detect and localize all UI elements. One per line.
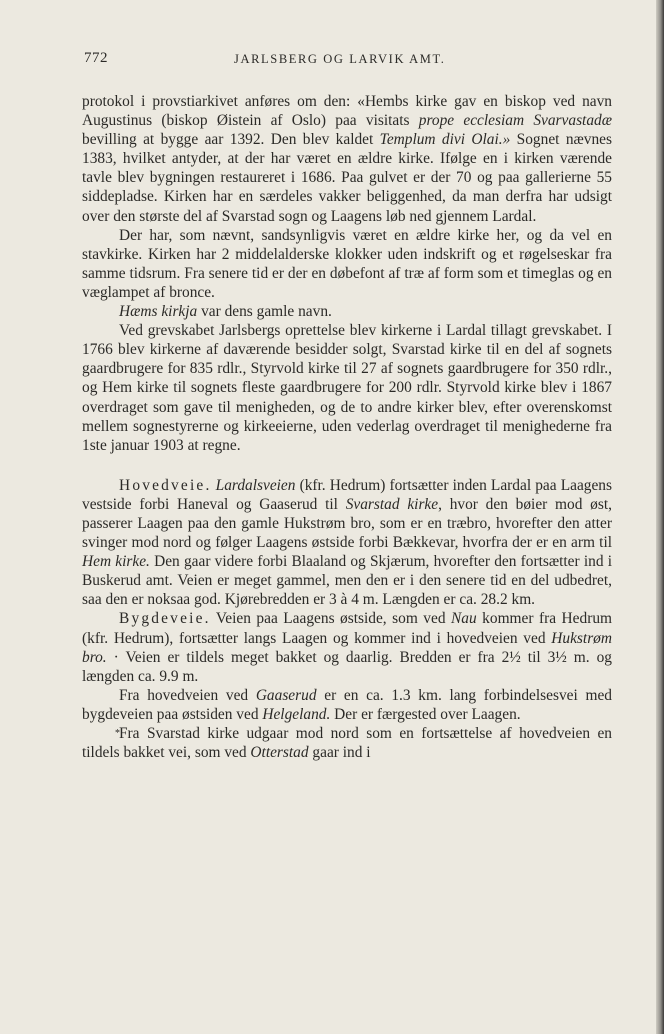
paragraph-2: Der har, som nævnt, sandsynligvis været en ældre kirke her, og da vel en stavkirke. Kirken har 2 middelalderske klokker uden indskrift og et røgelseskar fra samme tidsrum. Fra senere tid er der en døbefont af træ af form som et timeglas og en væglampet af bronce. (82, 226, 612, 301)
italic-text: prope ecclesiam Svarvastadæ (418, 112, 612, 130)
text: var dens gamle navn. (197, 303, 332, 321)
text: Den gaar videre forbi Blaaland og Skjærum, hvorefter den fortsætter ind i Buskerud amt. Veien er meget gammel, men den er i den senere tid en del udbedret, saa den er noksaa god. Kjørebredden er 3 à 4 m. Længden er ca. 28.2 km. (82, 553, 613, 609)
italic-text: Gaaserud (255, 686, 317, 704)
italic-text: Templum divi Olai.» (379, 131, 511, 149)
italic-text: Hæms kirkja (119, 303, 198, 321)
text: Veien paa Laagens østside, som ved (210, 610, 452, 628)
text: , hvor den bøier mod øst, passerer Laagen paa den gamle Hukstrøm bro, som er en træbro, hvorefter den atter svinger mod nord og følger Laagens østside forbi Bækkevar, hvorfra der er en arm til (82, 495, 612, 552)
text: Fra Svarstad kirke udgaar mod nord som en fortsættelse af hovedveien en tildels bakket vei, som ved (82, 725, 612, 762)
italic-text: Helgeland. (262, 705, 331, 723)
paragraph-8 (82, 724, 612, 762)
paragraph-bygdeveie (82, 609, 612, 685)
margin-mark: * (115, 728, 120, 739)
page-header (84, 50, 614, 70)
spaced-heading: Bygdeveie. (119, 610, 211, 628)
text: Fra hovedveien ved (119, 686, 256, 704)
body-text (82, 92, 612, 762)
running-title: JARLSBERG OG LARVIK AMT. (234, 52, 446, 66)
italic-text: Svarstad kirke (345, 495, 439, 513)
text: gaar ind i (308, 744, 371, 762)
page-edge-shadow (656, 0, 664, 1034)
italic-text: Hem kirke. (82, 553, 150, 571)
text: · Veien er tildels meget bakket og daarlig. Bredden er fra 2½ til 3½ m. og længden ca. 9.9 m. (82, 648, 612, 685)
paragraph-7 (82, 686, 612, 724)
spaced-heading: Hovedveie. (119, 476, 212, 494)
text: Sognet nævnes 1383, hvilket antyder, at der har været en ældre kirke. Ifølge en i kirken værende tavle blev bygningen restaureret i 1686. Paa gulvet er der 70 og paa gallerierne 55 siddepladse. Kirken har en særdeles vakker beliggenhed, da man derfra har udsigt over den største del af Svarstad sogn og Laagens løb ned gjennem Lardal. (82, 131, 612, 225)
text: (kfr. Hedrum) fortsætter inden Lardal paa Laagens vestside forbi Haneval og Gaaserud til (82, 476, 612, 513)
text: bevilling at bygge aar 1392. Den blev kaldet (82, 131, 380, 149)
paragraph-3 (82, 302, 612, 321)
page-number: 772 (84, 50, 108, 66)
italic-text: Nau (451, 610, 477, 628)
paragraph-hovedveie (82, 476, 612, 610)
text: er en ca. 1.3 km. lang forbindelsesvei med bygdeveien paa østsiden ved (82, 686, 612, 723)
italic-text: Hukstrøm bro. (82, 629, 612, 666)
italic-text: Lardalsveien (215, 476, 296, 494)
paragraph-1 (82, 92, 612, 226)
italic-text: Otterstad (250, 744, 309, 762)
text: Der er færgested over Laagen. (330, 705, 521, 723)
text: protokol i provstiarkivet anføres om den: «Hembs kirke gav en biskop ved navn Augustinus (biskop Øistein af Oslo) paa visitats (82, 93, 612, 130)
text: kommer fra Hedrum (kfr. Hedrum), fortsætter langs Laagen og kommer ind i hovedveien ved (82, 610, 612, 647)
paragraph-4: Ved grevskabet Jarlsbergs oprettelse blev kirkerne i Lardal tillagt grevskabet. I 1766 blev kirkerne af daværende besidder solgt, Svarstad kirke til en del af sognets gaardbrugere for 835 rdlr., Styrvold kirke til 27 af sognets gaardbrugere for 350 rdlr., og Hem kirke til sognets fleste gaardbrugere for 200 rdlr. Styrvold kirke blev i 1867 overdraget som gave til menigheden, og de to andre kirker blev, efter overenskomst mellem sognestyrerne og kirkeeierne, uden vederlag overdraget til menighederne fra 1ste januar 1903 at regne. (82, 322, 612, 454)
